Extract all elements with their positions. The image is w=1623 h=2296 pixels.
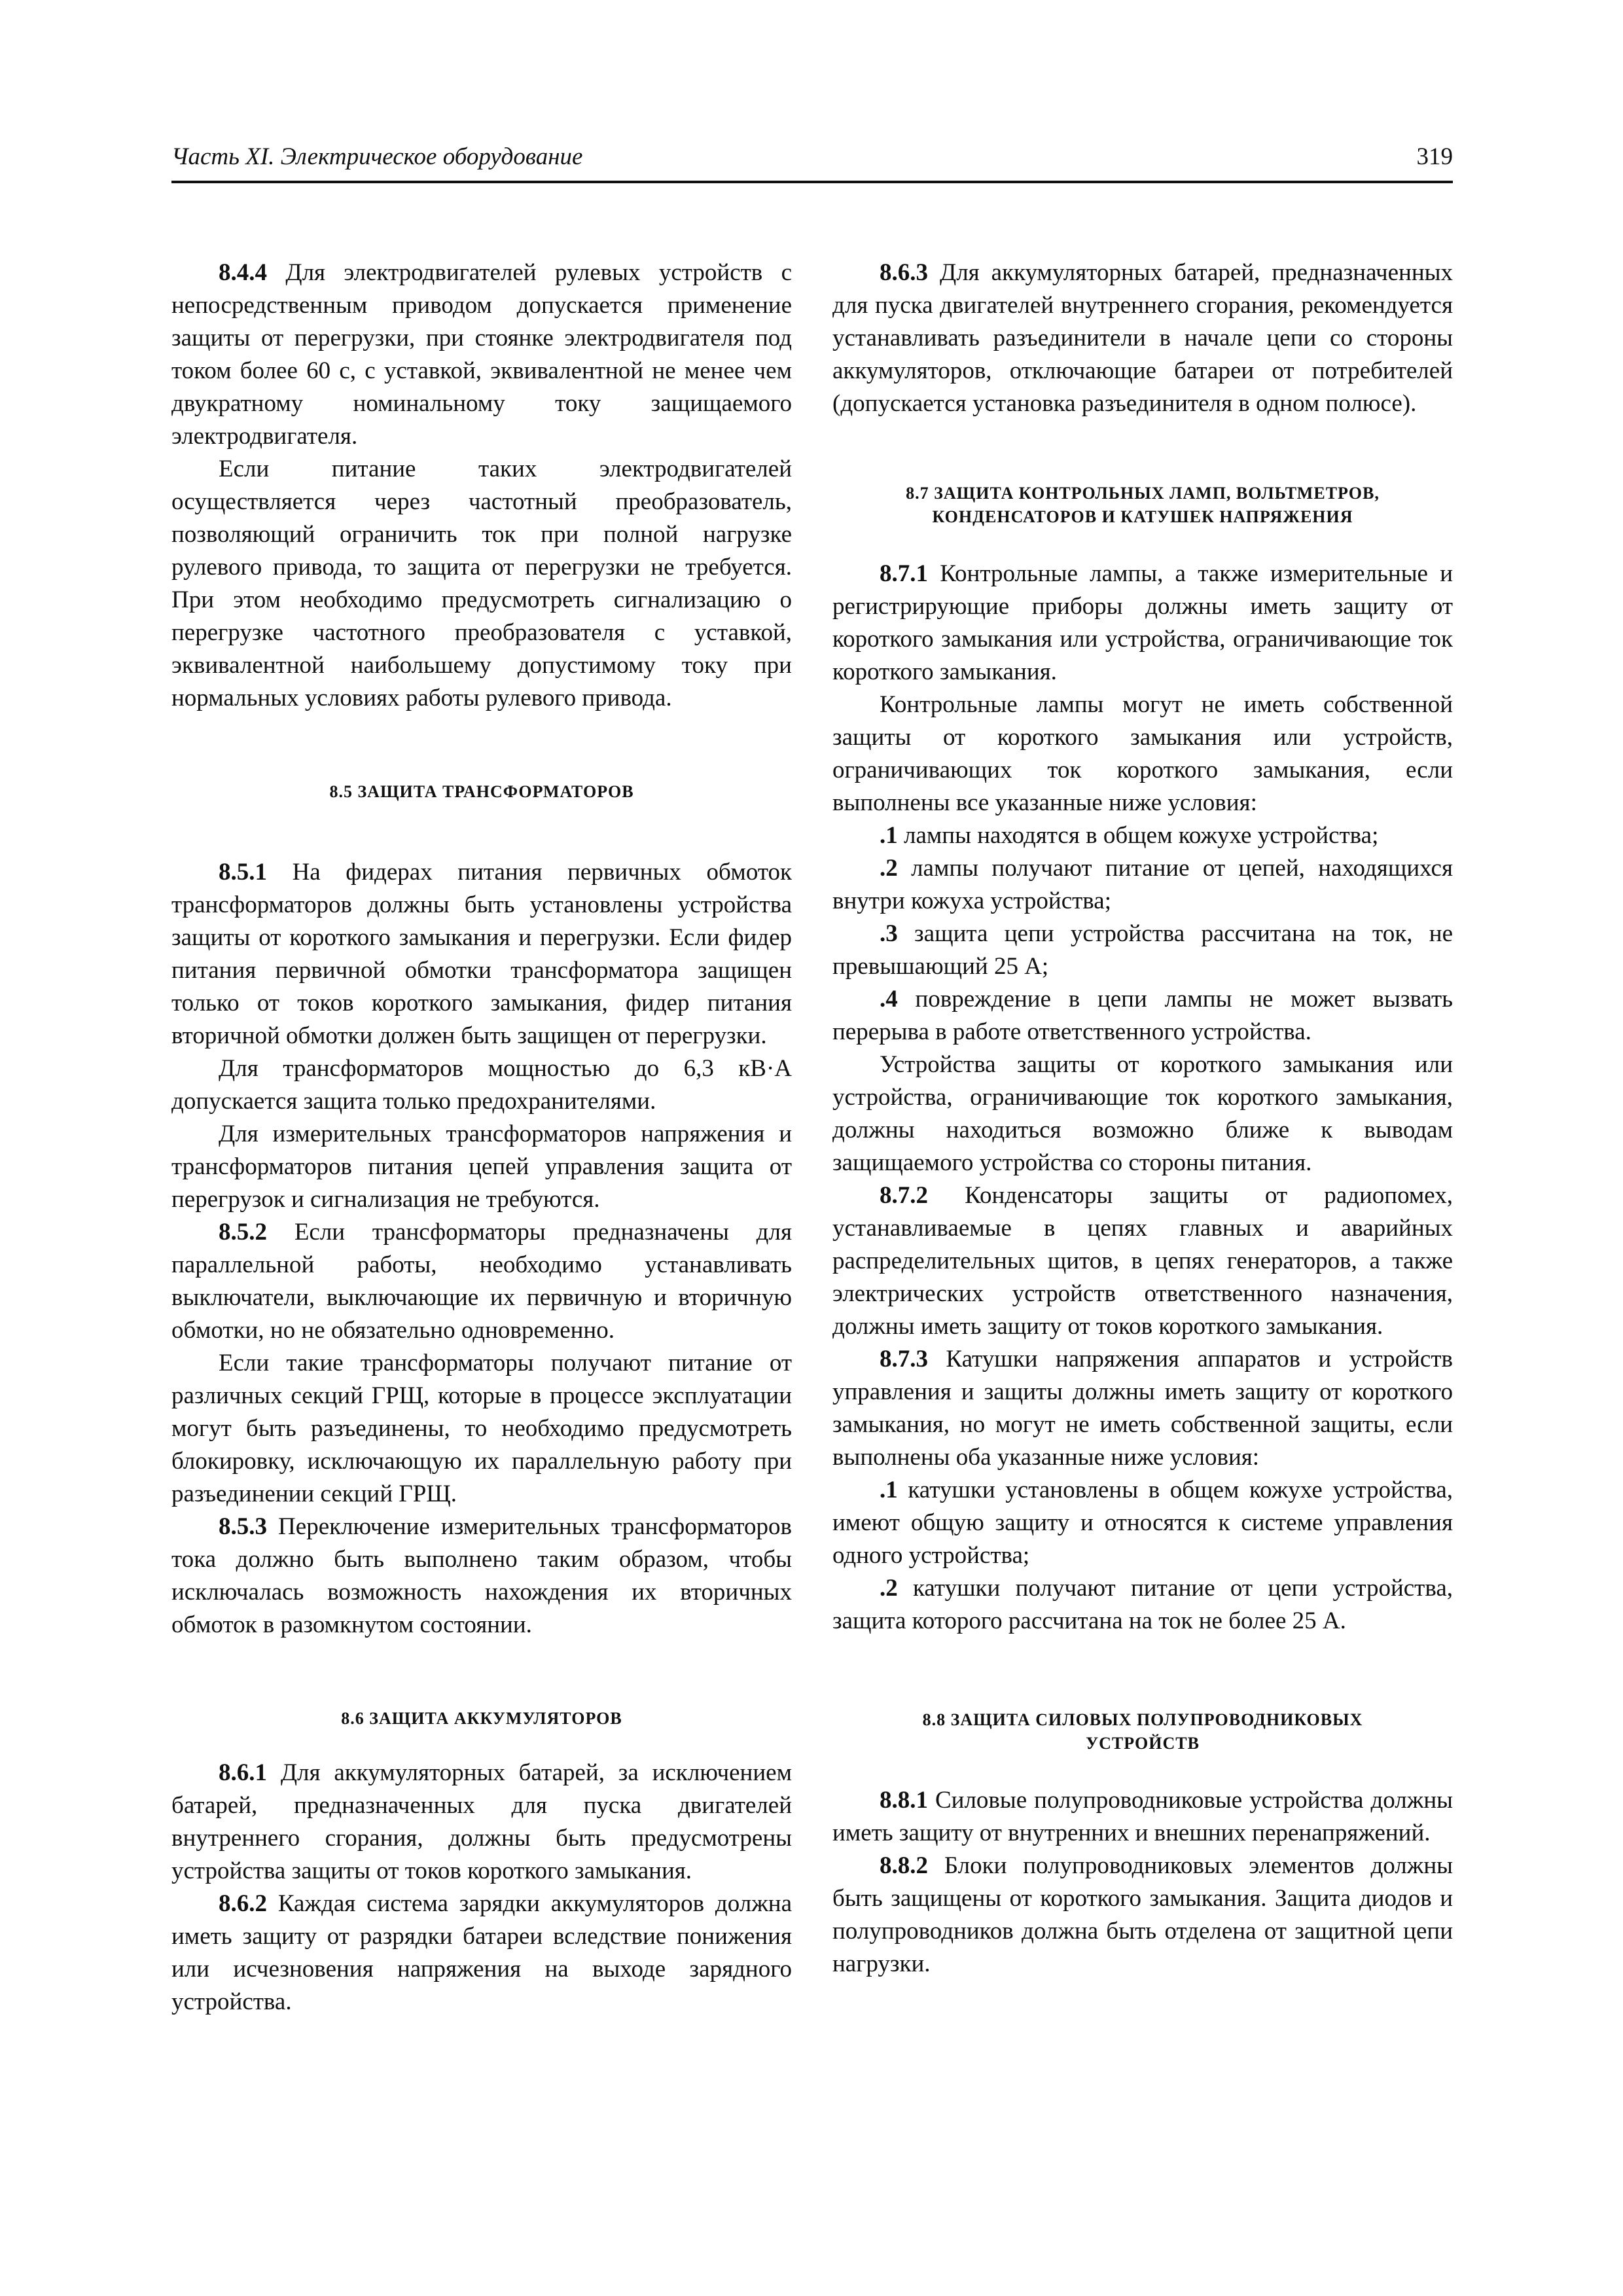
section-title-line: УСТРОЙСТВ — [1086, 1734, 1200, 1753]
paragraph-8-6-3 — [832, 257, 1453, 420]
clause-number: 8.4.4 — [219, 259, 267, 286]
paragraph-8-8-2 — [832, 1850, 1453, 1981]
clause-number: 8.6.2 — [219, 1890, 267, 1917]
clause-number: 8.5.3 — [219, 1513, 267, 1540]
clause-text: Для аккумуляторных батарей, предназначенных для пуска двигателей внутреннего сгорания, рекомендуется устанавливать разъединители в начале цепи со стороны аккумуляторов, отключающие батареи от потребителей (допускается установка разъединителя в одном полюсе). — [832, 259, 1453, 417]
page-number: 319 — [1416, 143, 1453, 170]
section-title-line: 8.8 ЗАЩИТА СИЛОВЫХ ПОЛУПРОВОДНИКОВЫХ — [922, 1710, 1363, 1729]
list-item — [832, 819, 1453, 852]
clause-number: 8.6.1 — [219, 1759, 267, 1786]
clause-number: 8.8.2 — [880, 1852, 928, 1879]
section-title-8-6: 8.6 ЗАЩИТА АККУМУЛЯТОРОВ — [341, 1709, 622, 1728]
paragraph: Для трансформаторов мощностью до 6,3 кВ·А допускается защита только предохранителями. — [171, 1055, 792, 1115]
paragraph-8-5-1 — [171, 856, 792, 1052]
paragraph-8-7-2 — [832, 1179, 1453, 1343]
clause-text: Для аккумуляторных батарей, за исключением батарей, предназначенных для пуска двигателей внутреннего сгорания, должны быть предусмотрены устройства защиты от токов короткого замыкания. — [171, 1759, 792, 1884]
paragraph-8-5-3 — [171, 1511, 792, 1641]
clause-number: 8.5.1 — [219, 859, 267, 886]
paragraph-8-5-2 — [171, 1216, 792, 1347]
list-item — [832, 852, 1453, 918]
item-number: .1 — [880, 822, 898, 849]
section-title-8-7 — [832, 482, 1453, 529]
section-title-8-8 — [832, 1708, 1453, 1755]
paragraph-8-8-1 — [832, 1784, 1453, 1850]
item-number: .1 — [880, 1477, 898, 1503]
paragraph-8-6-1 — [171, 1757, 792, 1888]
paragraph: Если питание таких электродвигателей осуществляется через частотный преобразователь, позволяющий ограничить ток при полной нагрузке рулевого привода, то защита от перегрузки не требуется. При этом необходимо предусмотреть сигнализацию о перегрузке частотного преобразователя с уставкой, эквивалентной наибольшему допустимому току при нормальных условиях работы рулевого привода. — [171, 456, 792, 711]
running-title: Часть XI. Электрическое оборудование — [171, 143, 583, 170]
clause-text: Для электродвигателей рулевых устройств с непосредственным приводом допускается применение защиты от перегрузки, при стоянке электродвигателя под током более 60 с, с уставкой, эквивалентной не менее чем двукратному номинальному току защищаемого электродвигателя. — [171, 259, 792, 450]
item-number: .3 — [880, 920, 898, 947]
right-column — [832, 257, 1453, 1981]
paragraph-8-6-2 — [171, 1888, 792, 2018]
list-item — [832, 983, 1453, 1049]
clause-text: Каждая система зарядки аккумуляторов должна иметь защиту от разрядки батареи вследствие понижения или исчезновения напряжения на выходе зарядного устройства. — [171, 1890, 792, 2015]
section-title-line: 8.7 ЗАЩИТА КОНТРОЛЬНЫХ ЛАМП, ВОЛЬТМЕТРОВ, — [906, 484, 1380, 503]
clause-text: Силовые полупроводниковые устройства должны иметь защиту от внутренних и внешних перенапряжений. — [832, 1787, 1453, 1846]
left-column — [171, 257, 792, 2018]
clause-number: 8.7.3 — [880, 1346, 928, 1372]
clause-text: Переключение измерительных трансформаторов тока должно быть выполнено таким образом, чтобы исключалась возможность нахождения их вторичных обмоток в разомкнутом состоянии. — [171, 1513, 792, 1638]
item-number: .4 — [880, 986, 898, 1013]
list-item — [832, 918, 1453, 983]
item-text: лампы находятся в общем кожухе устройства; — [897, 822, 1379, 849]
page-header — [171, 140, 1453, 183]
clause-text: Если трансформаторы предназначены для параллельной работы, необходимо устанавливать выключатели, выключающие их первичную и вторичную обмотки, но не обязательно одновременно. — [171, 1219, 792, 1344]
item-text: повреждение в цепи лампы не может вызвать перерыва в работе ответственного устройства. — [832, 986, 1453, 1045]
paragraph: Устройства защиты от короткого замыкания или устройства, ограничивающие ток короткого замыкания, должны находиться возможно ближе к выводам защищаемого устройства со стороны питания. — [832, 1051, 1453, 1176]
clause-text: На фидерах питания первичных обмоток трансформаторов должны быть установлены устройства защиты от короткого замыкания и перегрузки. Если фидер питания первичной обмотки трансформатора защищен только от токов короткого замыкания, фидер питания вторичной обмотки должен быть защищен от перегрузки. — [171, 859, 792, 1049]
item-text: лампы получают питание от цепей, находящихся внутри кожуха устройства; — [832, 855, 1453, 914]
clause-text: Контрольные лампы, а также измерительные и регистрирующие приборы должны иметь защиту от короткого замыкания или устройства, ограничивающие ток короткого замыкания. — [832, 560, 1453, 685]
clause-number: 8.7.1 — [880, 560, 928, 587]
clause-number: 8.7.2 — [880, 1182, 928, 1209]
item-number: .2 — [880, 855, 898, 882]
paragraph: Для измерительных трансформаторов напряжения и трансформаторов питания цепей управления защита от перегрузок и сигнализация не требуются. — [171, 1121, 792, 1213]
clause-number: 8.5.2 — [219, 1219, 267, 1246]
section-title-8-5: 8.5 ЗАЩИТА ТРАНСФОРМАТОРОВ — [329, 782, 634, 801]
paragraph: Контрольные лампы могут не иметь собственной защиты от короткого замыкания или устройств, ограничивающих ток короткого замыкания, если выполнены все указанные ниже условия: — [832, 691, 1453, 816]
item-text: катушки получают питание от цепи устройства, защита которого рассчитана на ток не более 25 А. — [832, 1575, 1453, 1634]
paragraph-8-7-3 — [832, 1343, 1453, 1474]
item-number: .2 — [880, 1575, 898, 1602]
list-item — [832, 1572, 1453, 1638]
item-text: катушки установлены в общем кожухе устройства, имеют общую защиту и относятся к системе управления одного устройства; — [832, 1477, 1453, 1569]
item-text: защита цепи устройства рассчитана на ток, не превышающий 25 А; — [832, 920, 1453, 980]
list-item — [832, 1474, 1453, 1572]
paragraph: Если такие трансформаторы получают питание от различных секций ГРЩ, которые в процессе эксплуатации могут быть разъединены, то необходимо предусмотреть блокировку, исключающую их параллельную работу при разъединении секций ГРЩ. — [171, 1350, 792, 1507]
clause-text: Блоки полупроводниковых элементов должны быть защищены от короткого замыкания. Защита диодов и полупроводников должна быть отделена от защитной цепи нагрузки. — [832, 1852, 1453, 1977]
section-title-line: КОНДЕНСАТОРОВ И КАТУШЕК НАПРЯЖЕНИЯ — [932, 507, 1353, 526]
clause-text: Конденсаторы защиты от радиопомех, устанавливаемые в цепях главных и аварийных распределительных щитов, в цепях генераторов, а также электрических устройств ответственного назначения, должны иметь защиту от токов короткого замыкания. — [832, 1182, 1453, 1340]
clause-number: 8.8.1 — [880, 1787, 928, 1814]
clause-number: 8.6.3 — [880, 259, 928, 286]
clause-text: Катушки напряжения аппаратов и устройств управления и защиты должны иметь защиту от короткого замыкания, но могут не иметь собственной защиты, если выполнены оба указанные ниже условия: — [832, 1346, 1453, 1471]
paragraph-8-7-1 — [832, 558, 1453, 689]
paragraph-8-4-4 — [171, 257, 792, 453]
